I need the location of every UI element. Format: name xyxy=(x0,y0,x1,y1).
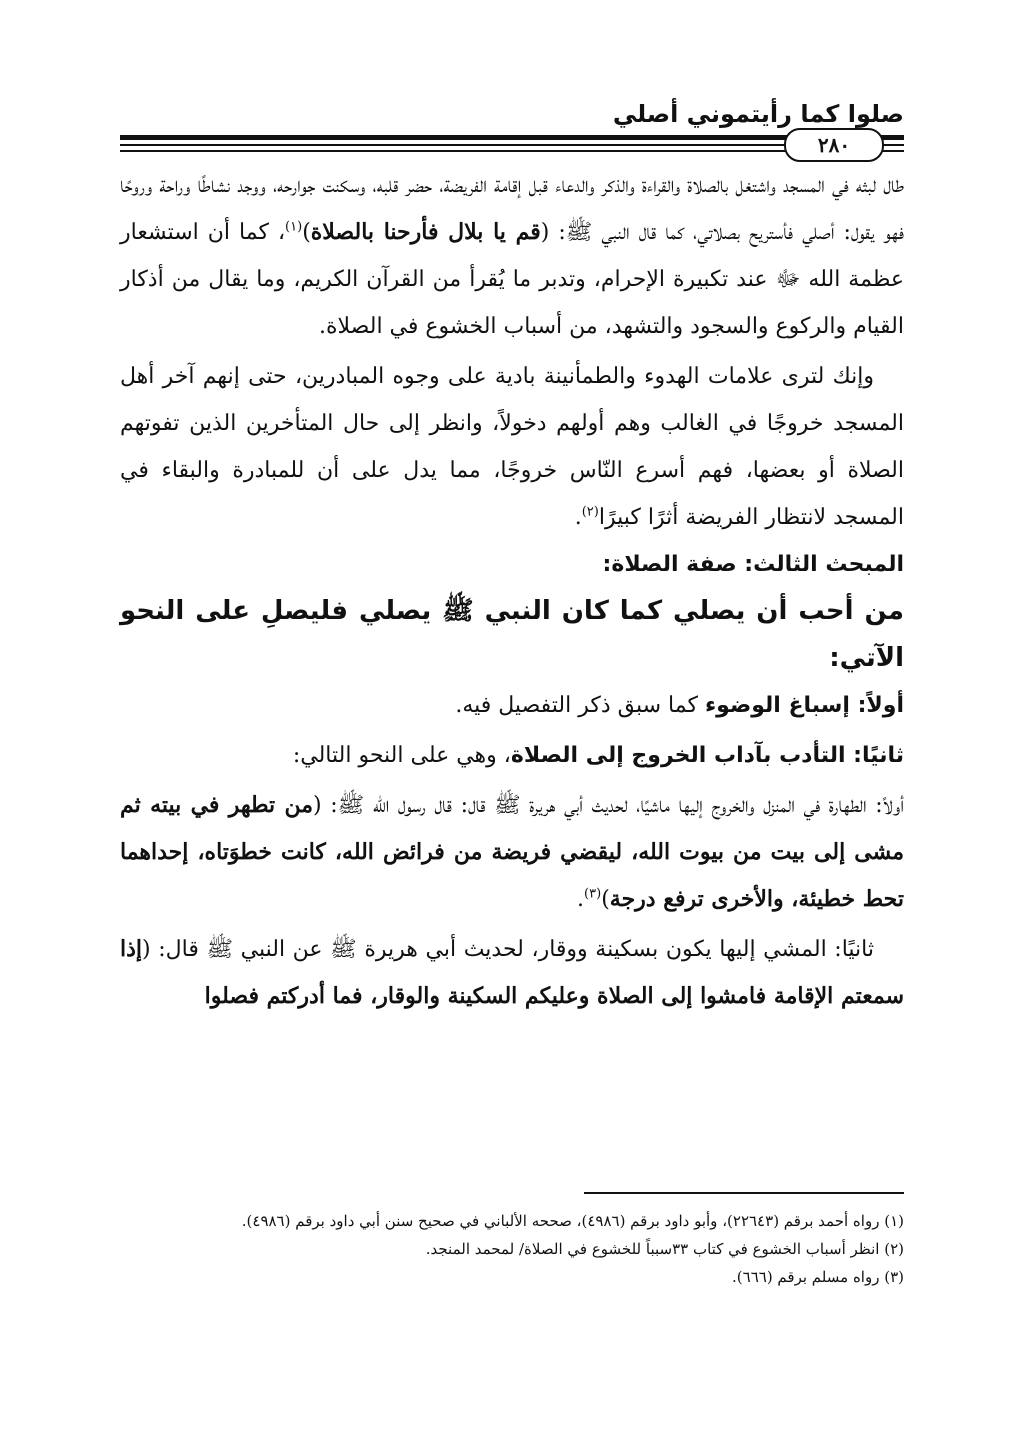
section-heading: المبحث الثالث: صفة الصلاة: xyxy=(602,552,904,577)
paragraph-2: وإنك لترى علامات الهدوء والطمأنينة بادية على وجوه المبادرين، حتى إنهم آخر أهل المسجد خروجًا في الغالب وهم أولهم دخولاً، وانظر إلى حال المتأخرين الذين تفوتهم الصلاة أو بعضها، فهم أسرع النّاس خروجًا، مما يدل على أن للمبادرة والبقاء في المسجد لانتظار الفريضة أثرًا كبيرًا$^{(٢)}$. xyxy=(120,364,904,530)
item-first: أولاً: إسباغ الوضوء كما سبق ذكر التفصيل فيه. xyxy=(455,693,904,718)
sub-item-second: ثانيًا: المشي إليها يكون بسكينة ووقار، لحديث أبي هريرة ﷺ عن النبي ﷺ قال: (إذا سمعتم الإقامة فامشوا إلى الصلاة وعليكم السكينة والوقار، فما أدركتم فصلوا xyxy=(120,936,904,1009)
section-subheading: من أحب أن يصلي كما كان النبي ﷺ يصلي فليصلِ على النحو الآتي: xyxy=(120,596,904,673)
footnote-2: (٢) انظر أسباب الخشوع في كتاب ٣٣سبباً للخشوع في الصلاة/ لمحمد المنجد. xyxy=(425,1240,904,1258)
footnote-ref-1: (١) xyxy=(285,219,303,235)
hadith-quote: من تطهر في بيته ثم مشى إلى بيت من بيوت الله، ليقضي فريضة من فرائض الله، كانت خطوَتاه، إحداهما تحط خطيئة، والأخرى ترفع درجة xyxy=(120,792,904,912)
hadith-quote: إذا سمعتم الإقامة فامشوا إلى الصلاة وعليكم السكينة والوقار، فما أدركتم فصلوا xyxy=(120,936,904,1009)
hadith-quote: قم يا بلال فأرحنا بالصلاة xyxy=(310,219,541,245)
footnote-1: (١) رواه أحمد برقم (٢٢٦٤٣)، وأبو داود برقم (٤٩٨٦)، صححه الألباني في صحيح سنن أبي داود برقم (٤٩٨٦). xyxy=(241,1212,904,1230)
footnote-ref-2: (٢) xyxy=(581,504,599,520)
footnotes xyxy=(120,1207,904,1291)
page-number: ٢٨٠ xyxy=(784,128,884,162)
sub-item-first: أولاً: الطهارة في المنزل والخروج إليها ماشيًا، لحديث أبي هريرة ﷺ قال: قال رسول الله ﷺ: (من تطهر في بيته ثم مشى إلى بيت من بيوت الله، ليقضي فريضة من فرائض الله، كانت خطوَتاه، إحداهما تحط خطيئة، والأخرى ترفع درجة)$^{(٣)}$. xyxy=(120,792,904,912)
footnote-ref-3: (٣) xyxy=(584,886,602,902)
item-second: ثانيًا: التأدب بآداب الخروج إلى الصلاة، وهي على النحو التالي: xyxy=(292,743,904,768)
footnote-separator xyxy=(584,1192,904,1194)
paragraph-1: طال لبثه في المسجد واشتغل بالصلاة والقراءة والذكر والدعاء قبل إقامة الفريضة، حضر قلبه، وسكنت جوارحه، ووجد نشاطًا وراحة وروحًا فهو يقول: أصلي فأستريح بصلاتي، كما قال النبي ﷺ: (قم يا بلال فأرحنا بالصلاة)$^{(١)}$، كما أن استشعار عظمة الله ﷻ عند تكبيرة الإحرام، وتدبر ما يُقرأ من القرآن الكريم، وما يقال من أذكار القيام والركوع والسجود والتشهد، من أسباب الخشوع في الصلاة. xyxy=(120,173,905,339)
footnote-3: (٣) رواه مسلم برقم (٦٦٦). xyxy=(732,1268,904,1286)
running-header-title: صلوا كما رأيتموني أصلي xyxy=(612,100,904,128)
body-text xyxy=(120,162,904,1020)
